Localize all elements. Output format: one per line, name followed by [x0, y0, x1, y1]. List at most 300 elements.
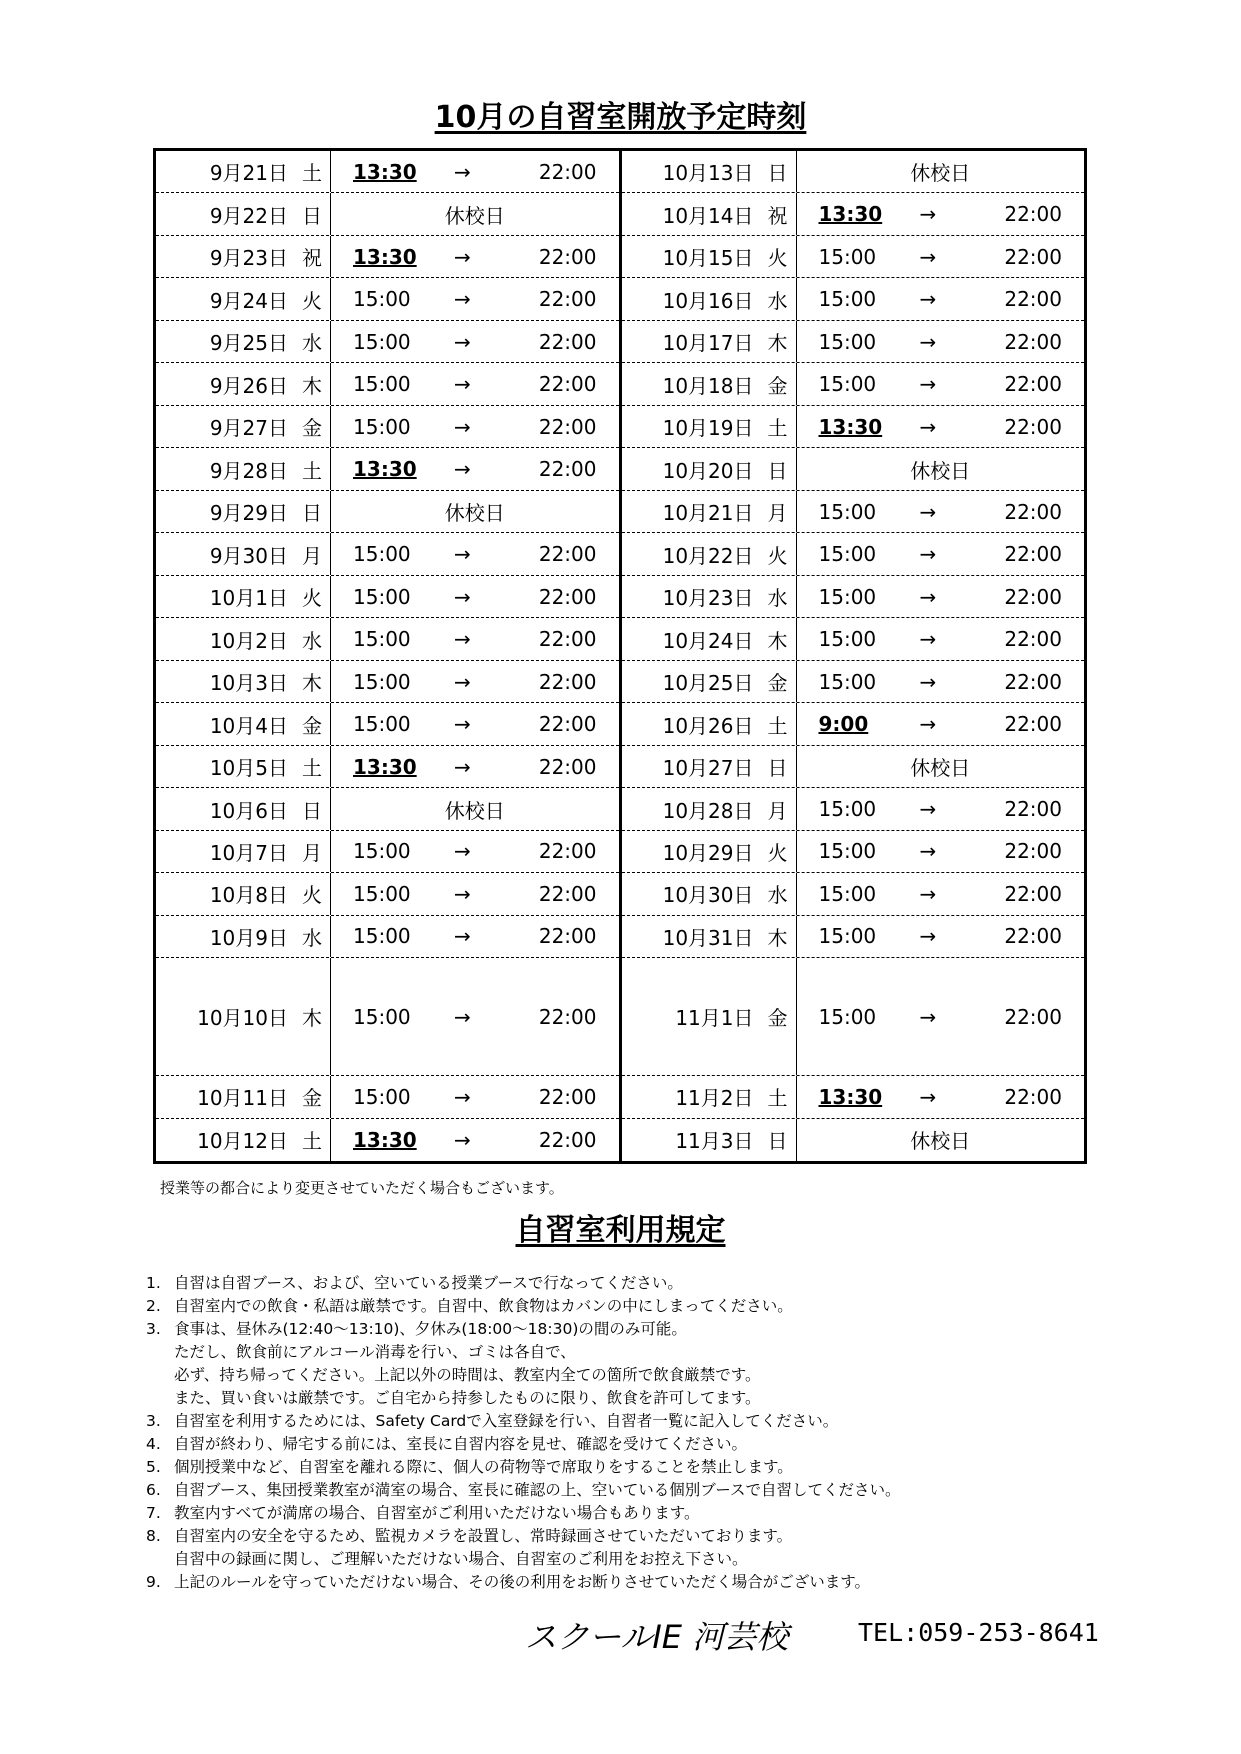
row-date: 10月22日	[662, 543, 754, 568]
schedule-row	[622, 193, 1085, 235]
open-time: 13:30	[818, 414, 883, 439]
closed-label: 休校日	[444, 798, 505, 823]
close-time: 22:00	[538, 287, 597, 312]
rule-item	[146, 1318, 1086, 1341]
arrow-icon: →	[919, 924, 937, 949]
row-date: 10月17日	[662, 331, 754, 356]
schedule-row	[622, 278, 1085, 320]
row-weekday: 日	[302, 203, 322, 228]
schedule-row	[156, 661, 619, 703]
row-date: 10月23日	[662, 586, 754, 611]
row-weekday: 火	[302, 586, 322, 611]
footer	[0, 1612, 1241, 1662]
closed-label: 休校日	[910, 1129, 971, 1154]
row-date: 9月30日	[209, 543, 288, 568]
rule-number: 2.	[146, 1297, 161, 1315]
time-cell	[331, 321, 619, 362]
schedule-row	[156, 236, 619, 278]
row-weekday: 日	[767, 756, 788, 781]
row-weekday: 木	[302, 373, 322, 398]
time-cell	[331, 236, 619, 277]
row-weekday: 火	[302, 288, 322, 313]
rule-text: また、買い食いは厳禁です。ご自宅から持参したものに限り、飲食を許可してます。	[174, 1389, 761, 1407]
row-weekday: 月	[767, 501, 788, 526]
row-weekday: 水	[302, 925, 322, 950]
arrow-icon: →	[454, 627, 471, 652]
arrow-icon: →	[919, 1004, 937, 1029]
rules-title: 自習室利用規定	[515, 1213, 726, 1248]
open-time: 15:00	[353, 669, 411, 694]
open-time: 15:00	[353, 924, 411, 949]
row-weekday: 火	[767, 543, 788, 568]
close-time: 22:00	[1004, 924, 1062, 949]
time-cell	[797, 1076, 1085, 1117]
date-cell	[622, 661, 797, 702]
schedule-row	[622, 916, 1085, 958]
row-weekday: 土	[302, 161, 322, 186]
close-time: 22:00	[538, 542, 597, 567]
row-weekday: 金	[767, 671, 788, 696]
arrow-icon: →	[454, 329, 471, 354]
open-time: 15:00	[353, 881, 411, 906]
row-weekday: 月	[767, 798, 788, 823]
arrow-icon: →	[454, 414, 471, 439]
date-cell	[156, 491, 331, 532]
row-weekday: 日	[302, 501, 322, 526]
school-name: スクールIE 河芸校	[525, 1618, 789, 1656]
schedule-row	[622, 406, 1085, 448]
rule-number: 3.	[146, 1320, 161, 1338]
row-date: 9月28日	[209, 458, 288, 483]
arrow-icon: →	[919, 669, 937, 694]
closed-label: 休校日	[910, 756, 971, 781]
rule-item	[146, 1525, 1086, 1548]
schedule-row	[622, 788, 1085, 830]
rule-item	[146, 1502, 1086, 1525]
close-time: 22:00	[538, 244, 597, 269]
close-time: 22:00	[538, 159, 597, 184]
rule-text: 自習が終わり、帰宅する前には、室長に自習内容を見せ、確認を受けてください。	[174, 1435, 748, 1453]
schedule-row	[156, 1076, 619, 1118]
close-time: 22:00	[1004, 329, 1062, 354]
time-cell	[331, 193, 619, 234]
open-time: 13:30	[353, 754, 417, 779]
schedule-row	[622, 576, 1085, 618]
close-time: 22:00	[1004, 881, 1062, 906]
row-weekday: 月	[302, 543, 322, 568]
time-cell	[797, 958, 1085, 1075]
row-date: 10月29日	[662, 840, 754, 865]
row-weekday: 水	[302, 331, 322, 356]
arrow-icon: →	[454, 584, 471, 609]
closed-label: 休校日	[910, 458, 971, 483]
rule-number: 8.	[146, 1527, 161, 1545]
row-date: 10月6日	[209, 798, 288, 823]
close-time: 22:00	[1004, 372, 1062, 397]
rule-number: 4.	[146, 1435, 161, 1453]
row-weekday: 日	[302, 798, 322, 823]
open-time: 15:00	[353, 329, 411, 354]
date-cell	[156, 363, 331, 404]
date-cell	[622, 448, 797, 489]
close-time: 22:00	[538, 924, 597, 949]
schedule-row	[622, 873, 1085, 915]
arrow-icon: →	[454, 244, 471, 269]
arrow-icon: →	[919, 797, 937, 821]
row-date: 10月12日	[197, 1129, 288, 1154]
row-weekday: 木	[302, 1006, 322, 1031]
rule-item	[146, 1341, 1086, 1364]
row-date: 10月25日	[662, 671, 754, 696]
schedule-row	[622, 703, 1085, 745]
rule-item	[146, 1456, 1086, 1479]
rule-item	[146, 1272, 1086, 1295]
schedule-row	[622, 1076, 1085, 1118]
time-cell	[797, 873, 1085, 914]
rule-number: 5.	[146, 1458, 161, 1476]
schedule-column-right	[622, 151, 1085, 1161]
schedule-row	[622, 491, 1085, 533]
date-cell	[622, 916, 797, 957]
schedule-row	[622, 831, 1085, 873]
row-weekday: 月	[302, 840, 322, 865]
arrow-icon: →	[454, 1004, 471, 1029]
rule-text: 自習室を利用するためには、Safety Cardで入室登録を行い、自習者一覧に記入してください。	[174, 1412, 839, 1430]
row-date: 10月14日	[662, 203, 754, 228]
close-time: 22:00	[538, 627, 597, 652]
arrow-icon: →	[919, 499, 937, 524]
open-time: 15:00	[818, 329, 877, 354]
time-cell	[331, 576, 619, 617]
date-cell	[622, 321, 797, 362]
row-date: 10月19日	[662, 416, 754, 441]
row-weekday: 土	[302, 756, 322, 781]
open-time: 15:00	[818, 244, 877, 269]
time-cell	[331, 916, 619, 957]
row-date: 10月20日	[662, 458, 754, 483]
row-weekday: 火	[302, 883, 322, 908]
rule-number: 7.	[146, 1504, 161, 1522]
schedule-row	[156, 958, 619, 1076]
row-weekday: 金	[302, 713, 322, 738]
row-weekday: 水	[767, 883, 788, 908]
schedule-column-left	[156, 151, 622, 1161]
date-cell	[622, 873, 797, 914]
time-cell	[331, 406, 619, 447]
row-date: 9月23日	[209, 246, 288, 271]
open-time: 15:00	[353, 1084, 411, 1109]
close-time: 22:00	[1004, 499, 1062, 524]
schedule-row	[156, 746, 619, 788]
rule-item	[146, 1364, 1086, 1387]
date-cell	[156, 321, 331, 362]
date-cell	[156, 1119, 331, 1161]
time-cell	[331, 661, 619, 702]
close-time: 22:00	[1004, 244, 1062, 269]
rule-item	[146, 1571, 1086, 1594]
close-time: 22:00	[1004, 797, 1062, 821]
close-time: 22:00	[1004, 627, 1062, 652]
schedule-row	[156, 491, 619, 533]
arrow-icon: →	[454, 457, 471, 482]
time-cell	[797, 321, 1085, 362]
row-weekday: 日	[767, 161, 788, 186]
close-time: 22:00	[1004, 1084, 1062, 1109]
close-time: 22:00	[538, 1127, 597, 1152]
row-weekday: 木	[767, 925, 788, 950]
date-cell	[622, 533, 797, 574]
date-cell	[156, 151, 331, 192]
arrow-icon: →	[919, 329, 937, 354]
open-time: 15:00	[353, 372, 411, 397]
arrow-icon: →	[919, 542, 937, 567]
date-cell	[622, 576, 797, 617]
row-date: 9月26日	[209, 373, 288, 398]
time-cell	[797, 406, 1085, 447]
arrow-icon: →	[454, 159, 471, 184]
date-cell	[622, 236, 797, 277]
time-cell	[331, 703, 619, 744]
schedule-row	[156, 321, 619, 363]
row-date: 10月18日	[662, 373, 754, 398]
open-time: 15:00	[818, 542, 877, 567]
rules-list	[146, 1272, 1086, 1594]
date-cell	[622, 1076, 797, 1117]
schedule-row	[622, 958, 1085, 1076]
rule-text: 自習ブース、集団授業教室が満室の場合、室長に確認の上、空いている個別ブースで自習してください。	[174, 1481, 901, 1499]
close-time: 22:00	[1004, 1004, 1062, 1029]
row-weekday: 日	[767, 458, 788, 483]
rule-item	[146, 1295, 1086, 1318]
rule-number: 1.	[146, 1274, 161, 1292]
date-cell	[622, 278, 797, 319]
row-date: 10月21日	[662, 501, 754, 526]
open-time: 15:00	[353, 542, 411, 567]
time-cell	[797, 831, 1085, 872]
close-time: 22:00	[1004, 584, 1062, 609]
time-cell	[797, 661, 1085, 702]
schedule-row	[156, 576, 619, 618]
row-date: 10月11日	[197, 1086, 288, 1111]
row-weekday: 土	[302, 1129, 322, 1154]
close-time: 22:00	[1004, 712, 1062, 737]
arrow-icon: →	[454, 372, 471, 397]
date-cell	[622, 746, 797, 787]
time-cell	[797, 788, 1085, 829]
schedule-table	[153, 148, 1087, 1164]
rule-item	[146, 1387, 1086, 1410]
rule-text: 個別授業中など、自習室を離れる際に、個人の荷物等で席取りをすることを禁止します。	[174, 1458, 793, 1476]
schedule-row	[622, 151, 1085, 193]
date-cell	[156, 746, 331, 787]
arrow-icon: →	[919, 244, 937, 269]
row-date: 10月4日	[209, 713, 288, 738]
schedule-row	[156, 193, 619, 235]
row-weekday: 土	[767, 416, 788, 441]
arrow-icon: →	[454, 287, 471, 312]
schedule-row	[156, 831, 619, 873]
row-date: 10月7日	[209, 840, 288, 865]
date-cell	[622, 151, 797, 192]
rule-item	[146, 1433, 1086, 1456]
row-weekday: 木	[767, 331, 788, 356]
open-time: 15:00	[353, 1004, 411, 1029]
close-time: 22:00	[538, 754, 597, 779]
time-cell	[331, 363, 619, 404]
close-time: 22:00	[538, 584, 597, 609]
arrow-icon: →	[454, 924, 471, 949]
date-cell	[622, 618, 797, 659]
open-time: 13:30	[353, 244, 417, 269]
date-cell	[622, 703, 797, 744]
open-time: 13:30	[353, 457, 417, 482]
open-time: 15:00	[818, 584, 877, 609]
row-date: 10月1日	[209, 586, 288, 611]
row-date: 10月24日	[662, 628, 754, 653]
row-weekday: 金	[767, 373, 788, 398]
date-cell	[156, 831, 331, 872]
arrow-icon: →	[919, 202, 937, 227]
arrow-icon: →	[454, 839, 471, 864]
rule-number: 9.	[146, 1573, 161, 1591]
close-time: 22:00	[538, 712, 597, 737]
open-time: 13:30	[818, 1084, 883, 1109]
schedule-row	[622, 746, 1085, 788]
arrow-icon: →	[454, 1127, 471, 1152]
arrow-icon: →	[919, 627, 937, 652]
date-cell	[156, 1076, 331, 1117]
time-cell	[331, 788, 619, 829]
time-cell	[797, 746, 1085, 787]
row-date: 9月24日	[209, 288, 288, 313]
schedule-row	[622, 236, 1085, 278]
closed-label: 休校日	[444, 203, 505, 228]
close-time: 22:00	[538, 881, 597, 906]
schedule-row	[622, 661, 1085, 703]
close-time: 22:00	[538, 1084, 597, 1109]
open-time: 15:00	[818, 669, 877, 694]
schedule-row	[622, 618, 1085, 660]
close-time: 22:00	[538, 1004, 597, 1029]
time-cell	[331, 278, 619, 319]
date-cell	[156, 661, 331, 702]
arrow-icon: →	[919, 414, 937, 439]
date-cell	[156, 448, 331, 489]
date-cell	[622, 958, 797, 1075]
time-cell	[797, 533, 1085, 574]
close-time: 22:00	[538, 457, 597, 482]
date-cell	[622, 363, 797, 404]
arrow-icon: →	[454, 542, 471, 567]
time-cell	[331, 746, 619, 787]
rule-item	[146, 1548, 1086, 1571]
arrow-icon: →	[919, 881, 937, 906]
date-cell	[622, 193, 797, 234]
open-time: 9:00	[818, 712, 869, 737]
row-date: 9月22日	[209, 203, 288, 228]
rule-number: 6.	[146, 1481, 161, 1499]
date-cell	[156, 406, 331, 447]
date-cell	[156, 618, 331, 659]
open-time: 15:00	[353, 627, 411, 652]
open-time: 13:30	[353, 159, 417, 184]
row-weekday: 水	[302, 628, 322, 653]
time-cell	[331, 618, 619, 659]
schedule-row	[156, 1119, 619, 1161]
arrow-icon: →	[919, 712, 937, 737]
row-weekday: 日	[767, 1129, 788, 1154]
open-time: 13:30	[818, 202, 883, 227]
row-date: 10月3日	[209, 671, 288, 696]
time-cell	[797, 618, 1085, 659]
open-time: 15:00	[818, 839, 877, 864]
row-weekday: 金	[302, 1086, 322, 1111]
row-date: 10月31日	[662, 925, 754, 950]
schedule-row	[622, 1119, 1085, 1161]
time-cell	[797, 363, 1085, 404]
row-weekday: 金	[302, 416, 322, 441]
row-date: 10月16日	[662, 288, 754, 313]
row-weekday: 祝	[302, 246, 322, 271]
row-date: 10月2日	[209, 628, 288, 653]
row-date: 10月10日	[197, 1006, 288, 1031]
arrow-icon: →	[454, 669, 471, 694]
date-cell	[622, 406, 797, 447]
arrow-icon: →	[454, 1084, 471, 1109]
date-cell	[156, 236, 331, 277]
time-cell	[797, 703, 1085, 744]
rule-text: 教室内すべてが満席の場合、自習室がご利用いただけない場合もあります。	[174, 1504, 700, 1522]
close-time: 22:00	[1004, 839, 1062, 864]
date-cell	[156, 703, 331, 744]
schedule-row	[156, 278, 619, 320]
time-cell	[331, 533, 619, 574]
time-cell	[331, 831, 619, 872]
rule-item	[146, 1410, 1086, 1433]
close-time: 22:00	[1004, 414, 1062, 439]
open-time: 15:00	[818, 881, 877, 906]
open-time: 15:00	[818, 499, 877, 524]
time-cell	[797, 491, 1085, 532]
open-time: 15:00	[353, 414, 411, 439]
row-weekday: 金	[767, 1006, 788, 1031]
rule-text: 食事は、昼休み(12:40～13:10)、夕休み(18:00～18:30)の間のみ可能。	[174, 1320, 687, 1338]
arrow-icon: →	[454, 754, 471, 779]
schedule-row	[156, 916, 619, 958]
row-date: 10月8日	[209, 883, 288, 908]
open-time: 15:00	[818, 924, 877, 949]
date-cell	[156, 958, 331, 1075]
phone-number: TEL:059-253-8641	[858, 1618, 1099, 1647]
schedule-row	[622, 363, 1085, 405]
arrow-icon: →	[919, 584, 937, 609]
rule-text: 自習室内での飲食・私語は厳禁です。自習中、飲食物はカバンの中にしまってください。	[174, 1297, 793, 1315]
row-weekday: 木	[767, 628, 788, 653]
time-cell	[797, 916, 1085, 957]
schedule-row	[156, 788, 619, 830]
time-cell	[797, 151, 1085, 192]
row-date: 10月9日	[209, 925, 288, 950]
rule-text: ただし、飲食前にアルコール消毒を行い、ゴミは各自で、	[174, 1343, 576, 1361]
row-date: 10月28日	[662, 798, 754, 823]
row-weekday: 水	[767, 288, 788, 313]
date-cell	[156, 916, 331, 957]
close-time: 22:00	[1004, 669, 1062, 694]
close-time: 22:00	[1004, 542, 1062, 567]
row-date: 10月5日	[209, 756, 288, 781]
rule-number: 3.	[146, 1412, 161, 1430]
arrow-icon: →	[919, 839, 937, 864]
